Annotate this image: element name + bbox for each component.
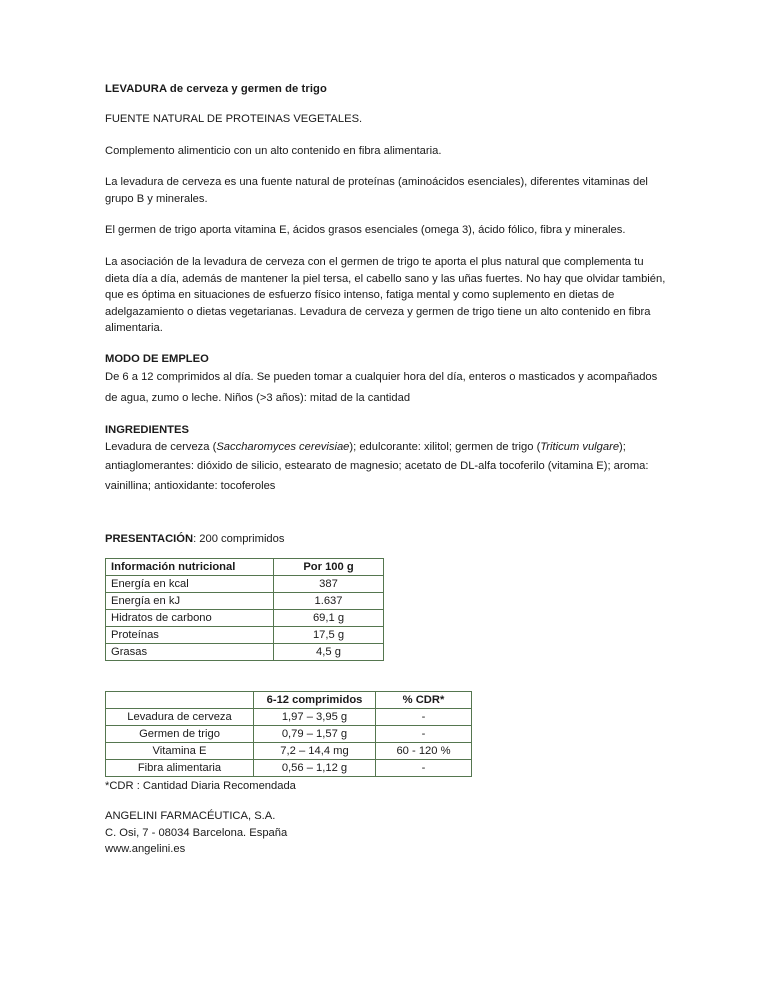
ingredientes-heading: INGREDIENTES: [105, 423, 189, 436]
presentacion-value: : 200 comprimidos: [193, 533, 285, 546]
nutrition-header-label: Información nutricional: [106, 559, 274, 576]
table-row-header: [106, 692, 472, 709]
dosage-cell-label: Germen de trigo: [106, 726, 254, 743]
page-title: LEVADURA de cerveza y germen de trigo: [105, 83, 327, 95]
company-website: www.angelini.es: [105, 843, 186, 856]
nutrition-cell-label: Energía en kJ: [106, 593, 274, 610]
nutrition-cell-value: 4,5 g: [274, 644, 384, 661]
dosage-cell-label: Levadura de cerveza: [106, 709, 254, 726]
ingredientes-part-3: ); antiaglomerantes: dióxido de silicio, estearato de magnesio; acetato de DL-alfa tocoferilo (vitamina E); aroma: vainillina; antioxidante: tocoferoles: [105, 440, 649, 492]
dosage-table: [105, 691, 472, 777]
dosage-cell-cdr: -: [376, 709, 472, 726]
dosage-cell-amount: 0,79 – 1,57 g: [254, 726, 376, 743]
intro-paragraph: Complemento alimenticio con un alto contenido en fibra alimentaria.: [105, 144, 442, 157]
table-row: [106, 743, 472, 760]
document-body: [105, 82, 667, 858]
dosage-cell-label: Fibra alimentaria: [106, 760, 254, 777]
table-spacer: [105, 661, 667, 691]
table-row: [106, 760, 472, 777]
ingredientes-part-1: Levadura de cerveza (: [105, 440, 217, 453]
ingredientes-italic-2: Triticum vulgare: [540, 440, 620, 453]
cdr-footnote: *CDR : Cantidad Diaria Recomendada: [105, 780, 296, 793]
wheat-germ-paragraph: El germen de trigo aporta vitamina E, ácidos grasos esenciales (omega 3), ácido fólico, fibra y minerales.: [105, 224, 626, 237]
table-row: [106, 610, 384, 627]
company-street: C. Osi, 7 - 08034 Barcelona. España: [105, 826, 288, 839]
table-row: [106, 644, 384, 661]
modo-empleo-heading: MODO DE EMPLEO: [105, 352, 209, 365]
nutrition-cell-label: Grasas: [106, 644, 274, 661]
table-row-header: [106, 559, 384, 576]
nutrition-cell-value: 1.637: [274, 593, 384, 610]
presentacion-label: PRESENTACIÓN: [105, 533, 194, 546]
nutrition-table: [105, 558, 384, 661]
yeast-description-paragraph: La levadura de cerveza es una fuente natural de proteínas (aminoácidos esenciales), diferentes vitaminas del grupo B y minerales.: [105, 176, 648, 205]
subtitle-paragraph: FUENTE NATURAL DE PROTEINAS VEGETALES.: [105, 113, 363, 125]
table-row: [106, 576, 384, 593]
benefits-paragraph: La asociación de la levadura de cerveza con el germen de trigo te aporta el plus natural que complementa tu dieta día a día, además de mantener la piel tersa, el cabello sano y las uñas fuertes. No hay que olvidar también, que es óptima en situaciones de esfuerzo físico intenso, fatiga mental y como suplemento en dietas de adelgazamiento o dietas vegetarianas. Levadura de cerveza y germen de trigo tiene un alto contenido en fibra alimentaria.: [105, 255, 666, 335]
dosage-cell-amount: 0,56 – 1,12 g: [254, 760, 376, 777]
dosage-header-amount: 6-12 comprimidos: [254, 692, 376, 709]
section-spacer: [105, 509, 667, 531]
nutrition-header-value: Por 100 g: [274, 559, 384, 576]
ingredientes-italic-1: Saccharomyces cerevisiae: [216, 440, 350, 453]
nutrition-cell-label: Hidratos de carbono: [106, 610, 274, 627]
dosage-cell-label: Vitamina E: [106, 743, 254, 760]
dosage-header-cdr: % CDR*: [376, 692, 472, 709]
dosage-table-body: [106, 692, 472, 777]
ingredientes-text: [105, 438, 667, 497]
presentacion-line: [105, 531, 667, 547]
table-row: [106, 593, 384, 610]
table-row: [106, 709, 472, 726]
dosage-cell-cdr: -: [376, 726, 472, 743]
dosage-cell-amount: 7,2 – 14,4 mg: [254, 743, 376, 760]
nutrition-cell-value: 17,5 g: [274, 627, 384, 644]
company-name: ANGELINI FARMACÉUTICA, S.A.: [105, 810, 276, 823]
dosage-cell-cdr: 60 - 120 %: [376, 743, 472, 760]
dosage-cell-cdr: -: [376, 760, 472, 777]
nutrition-cell-label: Proteínas: [106, 627, 274, 644]
ingredientes-section: [105, 422, 667, 497]
nutrition-cell-label: Energía en kcal: [106, 576, 274, 593]
nutrition-cell-value: 387: [274, 576, 384, 593]
company-address-block: [105, 808, 667, 858]
table-row: [106, 627, 384, 644]
ingredientes-part-2: ); edulcorante: xilitol; germen de trigo (: [349, 440, 541, 453]
modo-empleo-section: [105, 351, 667, 409]
nutrition-table-body: [106, 559, 384, 661]
dosage-header-blank: [106, 692, 254, 709]
nutrition-cell-value: 69,1 g: [274, 610, 384, 627]
dosage-cell-amount: 1,97 – 3,95 g: [254, 709, 376, 726]
table-row: [106, 726, 472, 743]
modo-empleo-text: De 6 a 12 comprimidos al día. Se pueden tomar a cualquier hora del día, enteros o masticados y acompañados de agua, zumo o leche. Niños (>3 años): mitad de la cantidad: [105, 370, 658, 404]
